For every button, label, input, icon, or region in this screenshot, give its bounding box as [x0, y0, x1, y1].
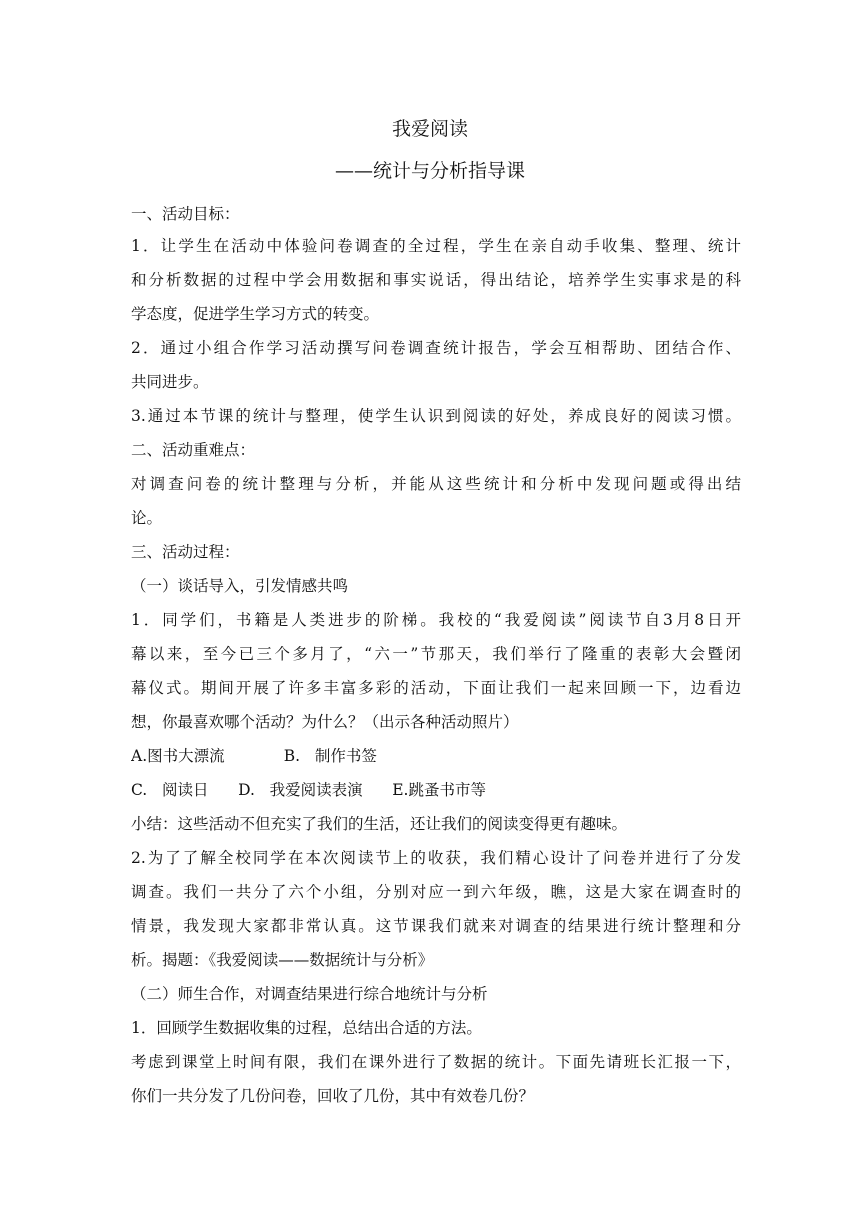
paragraph-line: 小结：这些活动不但充实了我们的生活，还让我们的阅读变得更有趣味。	[131, 815, 628, 833]
paragraph-line: 你们一共分发了几份问卷，回收了几份，其中有效卷几份？	[131, 1087, 535, 1105]
paragraph-line: 情景，我发现大家都非常认真。这节课我们就来对调查的结果进行统计整理和分	[131, 917, 741, 935]
document-title: 我爱阅读	[391, 118, 468, 140]
document-subtitle: ——统计与分析指导课	[334, 160, 525, 182]
section-heading-key-points: 二、活动重难点：	[131, 441, 256, 459]
paragraph-line: 论。	[131, 509, 163, 527]
paragraph-line: 2．通过小组合作学习活动撰写问卷调查统计报告，学会互相帮助、团结合作、	[131, 339, 741, 357]
paragraph-line: 析。揭题：《我爱阅读——数据统计与分析》	[131, 951, 434, 969]
paragraph-line: 想，你最喜欢哪个活动？为什么？（出示各种活动照片）	[131, 713, 519, 731]
paragraph-line: 和分析数据的过程中学会用数据和事实说话，得出结论，培养学生实事求是的科	[131, 271, 741, 289]
paragraph-line: 2.为了了解全校同学在本次阅读节上的收获，我们精心设计了问卷并进行了分发	[131, 849, 741, 867]
subsection-heading: （二）师生合作，对调查结果进行综合地统计与分析	[131, 985, 488, 1003]
paragraph-line: 幕仪式。期间开展了许多丰富多彩的活动，下面让我们一起来回顾一下，边看边	[131, 679, 741, 697]
paragraph-line: 幕以来，至今已三个多月了，“六一”节那天，我们举行了隆重的表彰大会暨闭	[131, 645, 741, 663]
paragraph-line: 考虑到课堂上时间有限，我们在课外进行了数据的统计。下面先请班长汇报一下，	[131, 1053, 741, 1071]
option-list-line: C. 阅读日 D. 我爱阅读表演 E.跳蚤书市等	[131, 781, 486, 799]
paragraph-line: 1．回顾学生数据收集的过程，总结出合适的方法。	[131, 1019, 482, 1037]
paragraph-line: 对调查问卷的统计整理与分析，并能从这些统计和分析中发现问题或得出结	[131, 475, 741, 493]
section-heading-process: 三、活动过程：	[131, 543, 240, 561]
paragraph-line: 3.通过本节课的统计与整理，使学生认识到阅读的好处，养成良好的阅读习惯。	[131, 407, 741, 425]
paragraph-line: 共同进步。	[131, 373, 209, 391]
subsection-heading: （一）谈话导入，引发情感共鸣	[131, 577, 349, 595]
section-heading-goals: 一、活动目标：	[131, 205, 240, 223]
option-list-line: A.图书大漂流 B. 制作书签	[131, 747, 377, 765]
paragraph-line: 学态度，促进学生学习方式的转变。	[131, 305, 380, 323]
paragraph-line: 1．同学们，书籍是人类进步的阶梯。我校的“我爱阅读”阅读节自3月8日开	[131, 611, 741, 629]
paragraph-line: 调查。我们一共分了六个小组，分别对应一到六年级，瞧，这是大家在调查时的	[131, 883, 741, 901]
paragraph-line: 1．让学生在活动中体验问卷调查的全过程，学生在亲自动手收集、整理、统计	[131, 237, 741, 255]
